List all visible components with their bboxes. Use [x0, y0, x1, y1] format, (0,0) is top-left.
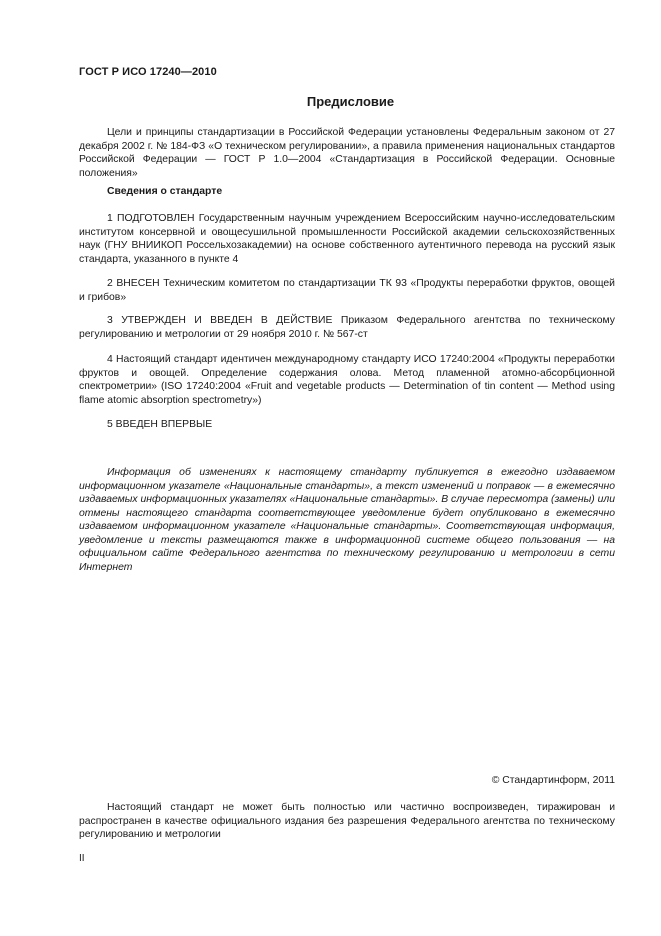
- item-3-approved: 3 УТВЕРЖДЕН И ВВЕДЕН В ДЕЙСТВИЕ Приказом Федерального агентства по техническому регулированию и метрологии от 29 ноября 2010 г. № 567-ст: [79, 315, 615, 340]
- changes-notice: Информация об изменениях к настоящему стандарту публикуется в ежегодно издаваемом информационном указателе «Национальные стандарты», а текст изменений и поправок — в ежемесячно издаваемых информационных указателях «Национальные стандарты». В случае пересмотра (замены) или отмены настоящего стандарта соответствующее уведомление будет опубликовано в ежемесячно издаваемом информационном указателе «Национальные стандарты». Соответствующая информация, уведомление и тексты размещаются также в информационной системе общего пользования — на официальном сайте Федерального агентства по техническому регулированию и метрологии в сети Интернет: [79, 467, 615, 573]
- legal-notice: Настоящий стандарт не может быть полностью или частично воспроизведен, тиражирован и распространен в качестве официального издания без разрешения Федерального агентства по техническому регулированию и метрологии: [79, 802, 615, 840]
- copyright-line: © Стандартинформ, 2011: [491, 775, 615, 786]
- item-4-identical: 4 Настоящий стандарт идентичен международному стандарту ИСО 17240:2004 «Продукты переработки фруктов и овощей. Определение содержания олова. Метод пламенной атомно-абсорбционной спектрометрии» (ISO 17240:2004 «Fruit and vegetable products — Determination of tin content — Method using flame atomic absorption spectrometry»): [79, 354, 615, 406]
- page-title: Предисловие: [306, 94, 395, 109]
- section-heading: Сведения о стандарте: [107, 186, 223, 197]
- document-code-header: ГОСТ Р ИСО 17240—2010: [79, 66, 217, 78]
- intro-paragraph: Цели и принципы стандартизации в Российской Федерации установлены Федеральным законом от 27 декабря 2002 г. № 184-ФЗ «О техническом регулировании», а правила применения национальных стандартов Российской Федерации — ГОСТ Р 1.0—2004 «Стандартизация в Российской Федерации. Основные положения»: [79, 127, 615, 179]
- item-1-prepared: 1 ПОДГОТОВЛЕН Государственным научным учреждением Всероссийским научно-исследовательским институтом консервной и овощесушильной промышленности Российской академии сельскохозяйственных наук (ГНУ ВНИИКОП Россельхозакадемии) на основе собственного аутентичного перевода на русский язык стандарта, указанного в пункте 4: [79, 213, 615, 265]
- item-2-introduced: 2 ВНЕСЕН Техническим комитетом по стандартизации ТК 93 «Продукты переработки фруктов, овощей и грибов»: [79, 278, 615, 303]
- item-5-first-introduced: 5 ВВЕДЕН ВПЕРВЫЕ: [107, 419, 213, 430]
- page-number: II: [79, 853, 85, 864]
